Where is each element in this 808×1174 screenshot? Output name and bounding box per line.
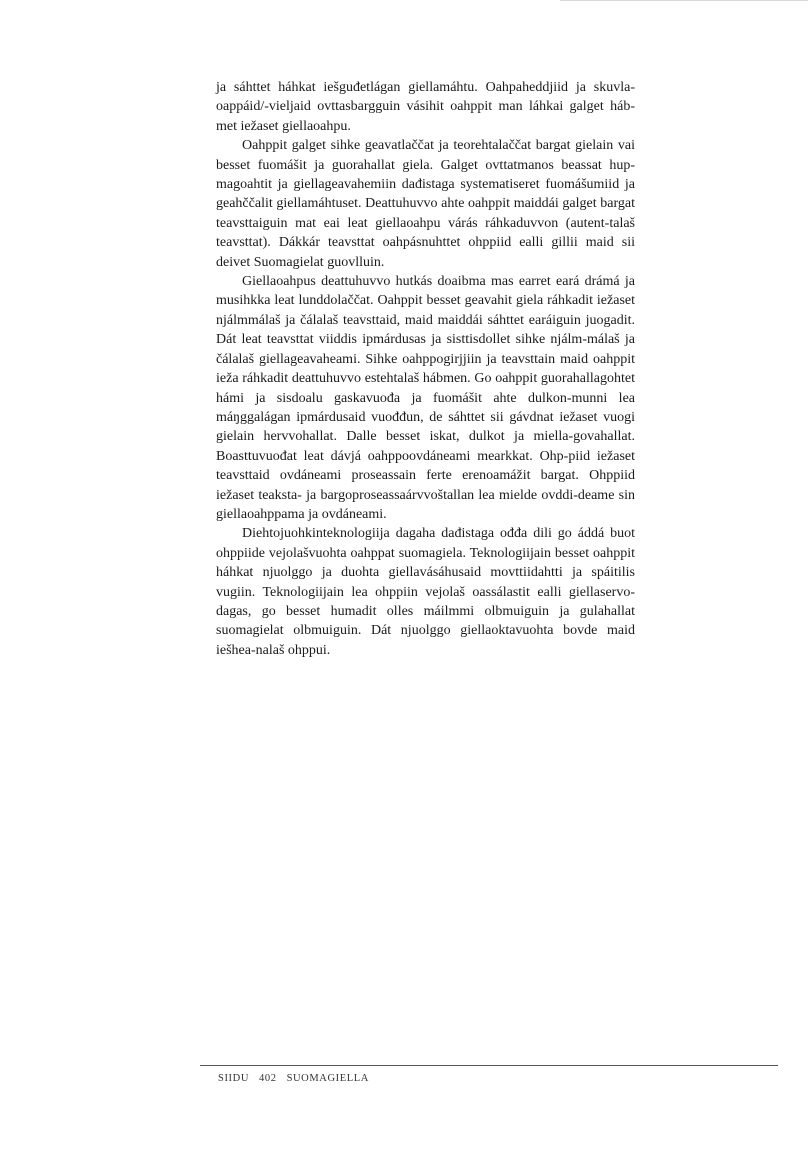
footer-label: SIIDU — [218, 1073, 249, 1084]
paragraph-1: ja sáhttet háhkat iešguđetlágan giellamáhtu. Oahpaheddjiid ja skuvla-oappáid/-vieljaid ovttasbargguin vásihit oahppit man láhkai galget háb-met iežaset giellaoahpu. — [216, 80, 635, 134]
paragraph-2: Oahppit galget sihke geavatlaččat ja teorehtalaččat bargat gielain vai besset fuomášit ja guorahallat giela. Galget ovttatmanos beassat hup-magoahtit ja giellageavahemiin dađistaga systematiseret fuomášumiid ja geahččalit giellamáhtuset. Deattuhuvvo ahte oahppit maiddái galget bargat teavsttaiguin mat eai leat giellaoahpu várás ráhkaduvvon (autent-talaš teavsttat). Dákkár teavsttat oahpásnuhttet ohppiid ealli gillii maid sii deivet Suomagielat guovlluin. — [216, 138, 635, 270]
paragraph-4: Diehtojuohkinteknologiija dagaha dađistaga ođđa dili go áddá buot ohppiide vejolašvuohta oahppat suomagiela. Teknologiijain besset oahppit háhkat njuolggo ja duohta giellavásáhusaid movttiidahtti ja spáitilis vugiin. Teknologiijain lea ohppiin vejolaš oassálastit ealli giellaservo-dagas, go besset humadit olles máilmmi olbmuiguin ja gulahallat suomagielat olbmuiguin. Dát njuolggo giellaoktavuohta bovde maid iešhea-nalaš ohppui. — [216, 526, 635, 658]
footer-page-number: 402 — [259, 1073, 277, 1084]
paragraph-3: Giellaoahpus deattuhuvvo hutkás doaibma mas earret eará drámá ja musihkka leat lunddolaččat. Oahppit besset geavahit giela ráhkadit iežaset njálmmálaš ja čálalaš teavsttaid, maid maiddái sáhttet earáiguin juogadit. Dát leat teavsttat viiddis ipmárdusas ja sisttisdollet sihke njálm-málaš ja čálalaš giellageavaheami. Sihke oahppogirjjiin ja teavsttain maid oahppit ieža ráhkadit deattuhuvvo estehtalaš hábmen. Go oahppit guorahallagohtet hámi ja sisdoalu gaskavuođa ja fuomášit ahte dulkon-munni lea máŋggalágan ipmárdusaid vuođđun, de sáhttet sii gávdnat iežaset vuogi gielain hervvohallat. Dalle besset iskat, dulkot ja miella-govahallat. Boasttuvuođat leat dávjá oahppoovdáneami mearkkat. Ohp-piid iežaset teavsttaid ovdáneami proseassain ferte erenoamážit bargat. Ohppiid iežaset teaksta- ja bargoproseassaárvvoštallan lea mielde ovddi-deame sin giellaoahppama ja ovdáneami. — [216, 274, 635, 522]
page-footer — [218, 1073, 379, 1084]
scan-edge-line — [560, 0, 808, 1]
footer-section: SUOMAGIELLA — [286, 1073, 369, 1084]
body-text — [216, 78, 635, 660]
footer-rule — [200, 1065, 778, 1066]
